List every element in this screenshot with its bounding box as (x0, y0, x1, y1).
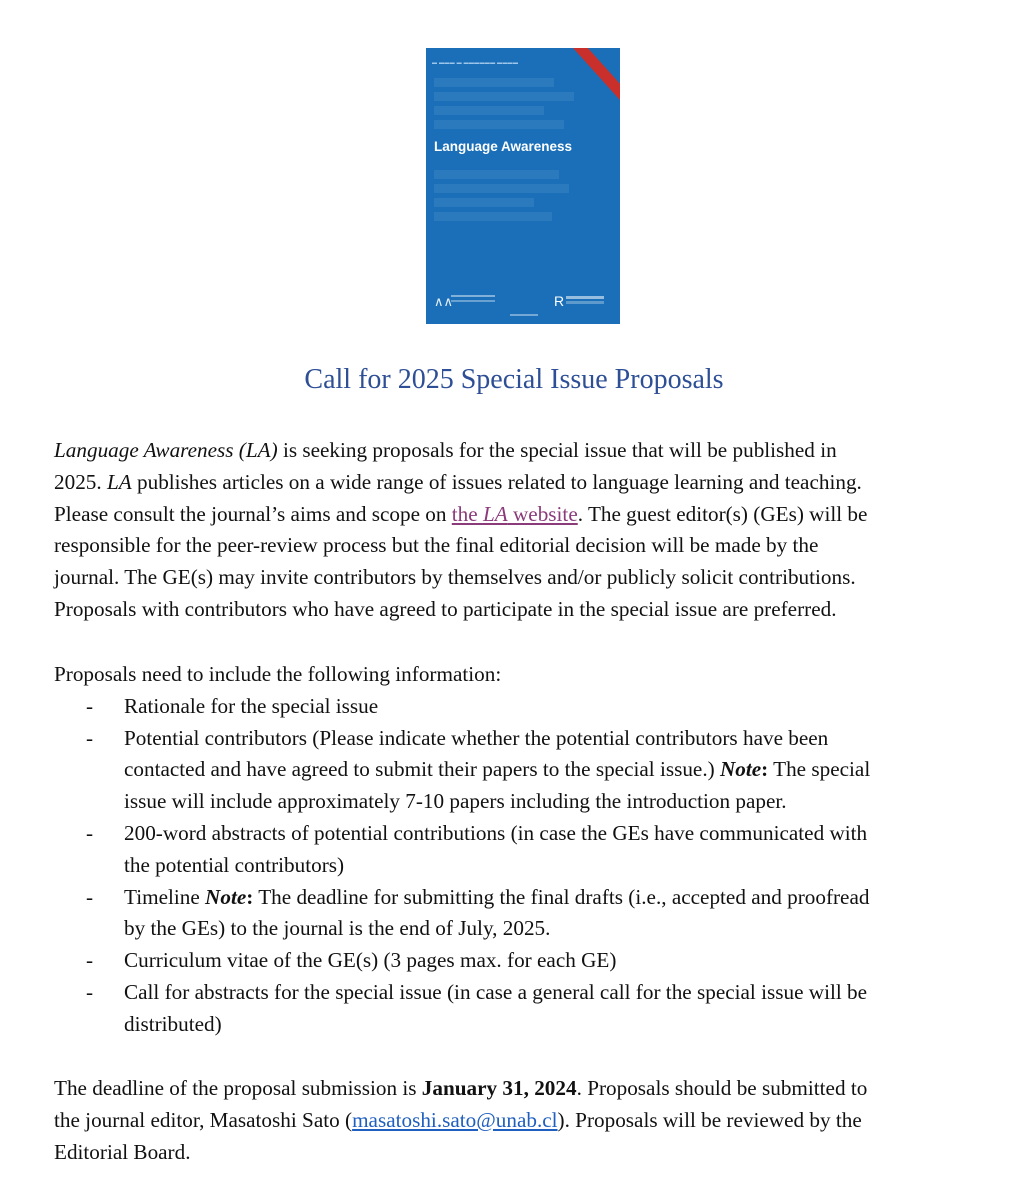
cover-faint-text (434, 120, 564, 129)
routledge-logo-icon: R (554, 293, 565, 309)
link-text: the (451, 501, 483, 526)
journal-cover (426, 48, 620, 324)
list-bullet: - (86, 884, 94, 909)
ala-logo-icon: ∧∧ (434, 294, 454, 309)
page-title: Call for 2025 Special Issue Proposals (304, 364, 724, 395)
text-span: is seeking proposals for the special issue that will be published in (277, 438, 837, 462)
list-item (54, 691, 990, 723)
list-item (54, 723, 990, 818)
text-span: ). Proposals will be reviewed by the (557, 1107, 862, 1132)
cover-faint-text (434, 78, 554, 87)
cover-faint-text (434, 106, 544, 115)
text-line: Editorial Board. (54, 1139, 191, 1164)
list-item-text: Potential contributors (Please indicate whether the potential contributors have been (124, 725, 829, 750)
journal-name: Language Awareness (LA) (54, 438, 278, 462)
requirements-list (54, 691, 990, 1041)
cover-title: Language Awareness (434, 139, 573, 154)
publisher-logo (554, 292, 610, 310)
list-bullet: - (86, 979, 94, 1004)
text-span: The deadline of the proposal submission is (54, 1076, 422, 1100)
note-colon: : (246, 884, 254, 909)
cover-faint-text (434, 198, 534, 207)
text-span: 2025. (54, 469, 107, 494)
text-line (54, 1073, 990, 1105)
text-line (54, 1105, 990, 1137)
cover-faint-text (434, 92, 574, 101)
text-span: . Proposals should be submitted to (576, 1076, 868, 1100)
list-item-text (124, 882, 990, 914)
text-line: journal. The GE(s) may invite contributors by themselves and/or publicly solicit contributions. (54, 565, 856, 590)
list-item-text: the potential contributors) (124, 852, 345, 877)
list-item (54, 818, 990, 882)
list-bullet: - (86, 693, 94, 718)
la-website-link[interactable] (452, 502, 578, 526)
text-span: publishes articles on a wide range of issues related to language learning and teaching. (131, 469, 862, 494)
list-item-text: Call for abstracts for the special issue (in case a general call for the special issue will be (124, 979, 868, 1004)
text-span: contacted and have agreed to submit their papers to the special issue.) (124, 757, 720, 782)
list-bullet: - (86, 820, 94, 845)
note-label: Note (719, 757, 762, 782)
deadline-paragraph (54, 1073, 990, 1168)
text-span: Timeline (124, 884, 206, 909)
text-line (54, 467, 990, 499)
cover-issn (510, 314, 538, 316)
publisher-logo-text (566, 296, 604, 299)
note-colon: : (761, 757, 769, 782)
list-item-text: by the GEs) to the journal is the end of July, 2025. (124, 916, 551, 941)
text-line: responsible for the peer-review process but the final editorial decision will be made by the (54, 533, 819, 558)
list-bullet: - (86, 725, 94, 750)
text-line (54, 435, 990, 467)
text-span: The deadline for submitting the final drafts (i.e., accepted and proofread (253, 884, 870, 909)
list-item-text: Curriculum vitae of the GE(s) (3 pages max. for each GE) (124, 948, 617, 973)
deadline-date: January 31, 2024 (421, 1076, 577, 1100)
text-line: Proposals with contributors who have agreed to participate in the special issue are preferred. (54, 596, 837, 621)
link-text-italic: LA (482, 501, 508, 526)
list-item-text: Rationale for the special issue (124, 693, 379, 718)
association-logo-text (451, 295, 495, 297)
list-item (54, 977, 990, 1041)
text-span: . The guest editor(s) (GEs) will be (577, 501, 868, 526)
text-span: Please consult the journal’s aims and scope on (54, 501, 452, 526)
list-item-text: 200-word abstracts of potential contributions (in case the GEs have communicated with (124, 820, 868, 845)
note-label: Note (205, 884, 247, 909)
list-item-text: distributed) (124, 1011, 222, 1036)
cover-faint-text (434, 212, 552, 221)
list-item-text (124, 754, 990, 786)
list-item (54, 945, 990, 977)
requirements-lead: Proposals need to include the following information: (54, 662, 502, 686)
intro-paragraph (54, 435, 990, 626)
cover-faint-text (434, 170, 559, 179)
text-span: the journal editor, Masatoshi Sato ( (54, 1107, 353, 1132)
cover-faint-text (434, 184, 569, 193)
link-text: website (507, 501, 578, 526)
list-item-text: issue will include approximately 7-10 papers including the introduction paper. (124, 789, 787, 814)
journal-abbrev: LA (106, 469, 132, 494)
cover-volume-line: ▬ ▬▬▬ ▬ ▬▬▬▬▬▬ ▬▬▬▬ (432, 60, 519, 66)
editor-email-link[interactable]: masatoshi.sato@unab.cl (352, 1107, 558, 1132)
text-span: The special (768, 757, 871, 782)
text-line (54, 499, 990, 531)
list-bullet: - (86, 948, 94, 973)
list-item (54, 882, 990, 946)
association-logo (434, 292, 494, 312)
requirements-section (54, 659, 990, 1041)
